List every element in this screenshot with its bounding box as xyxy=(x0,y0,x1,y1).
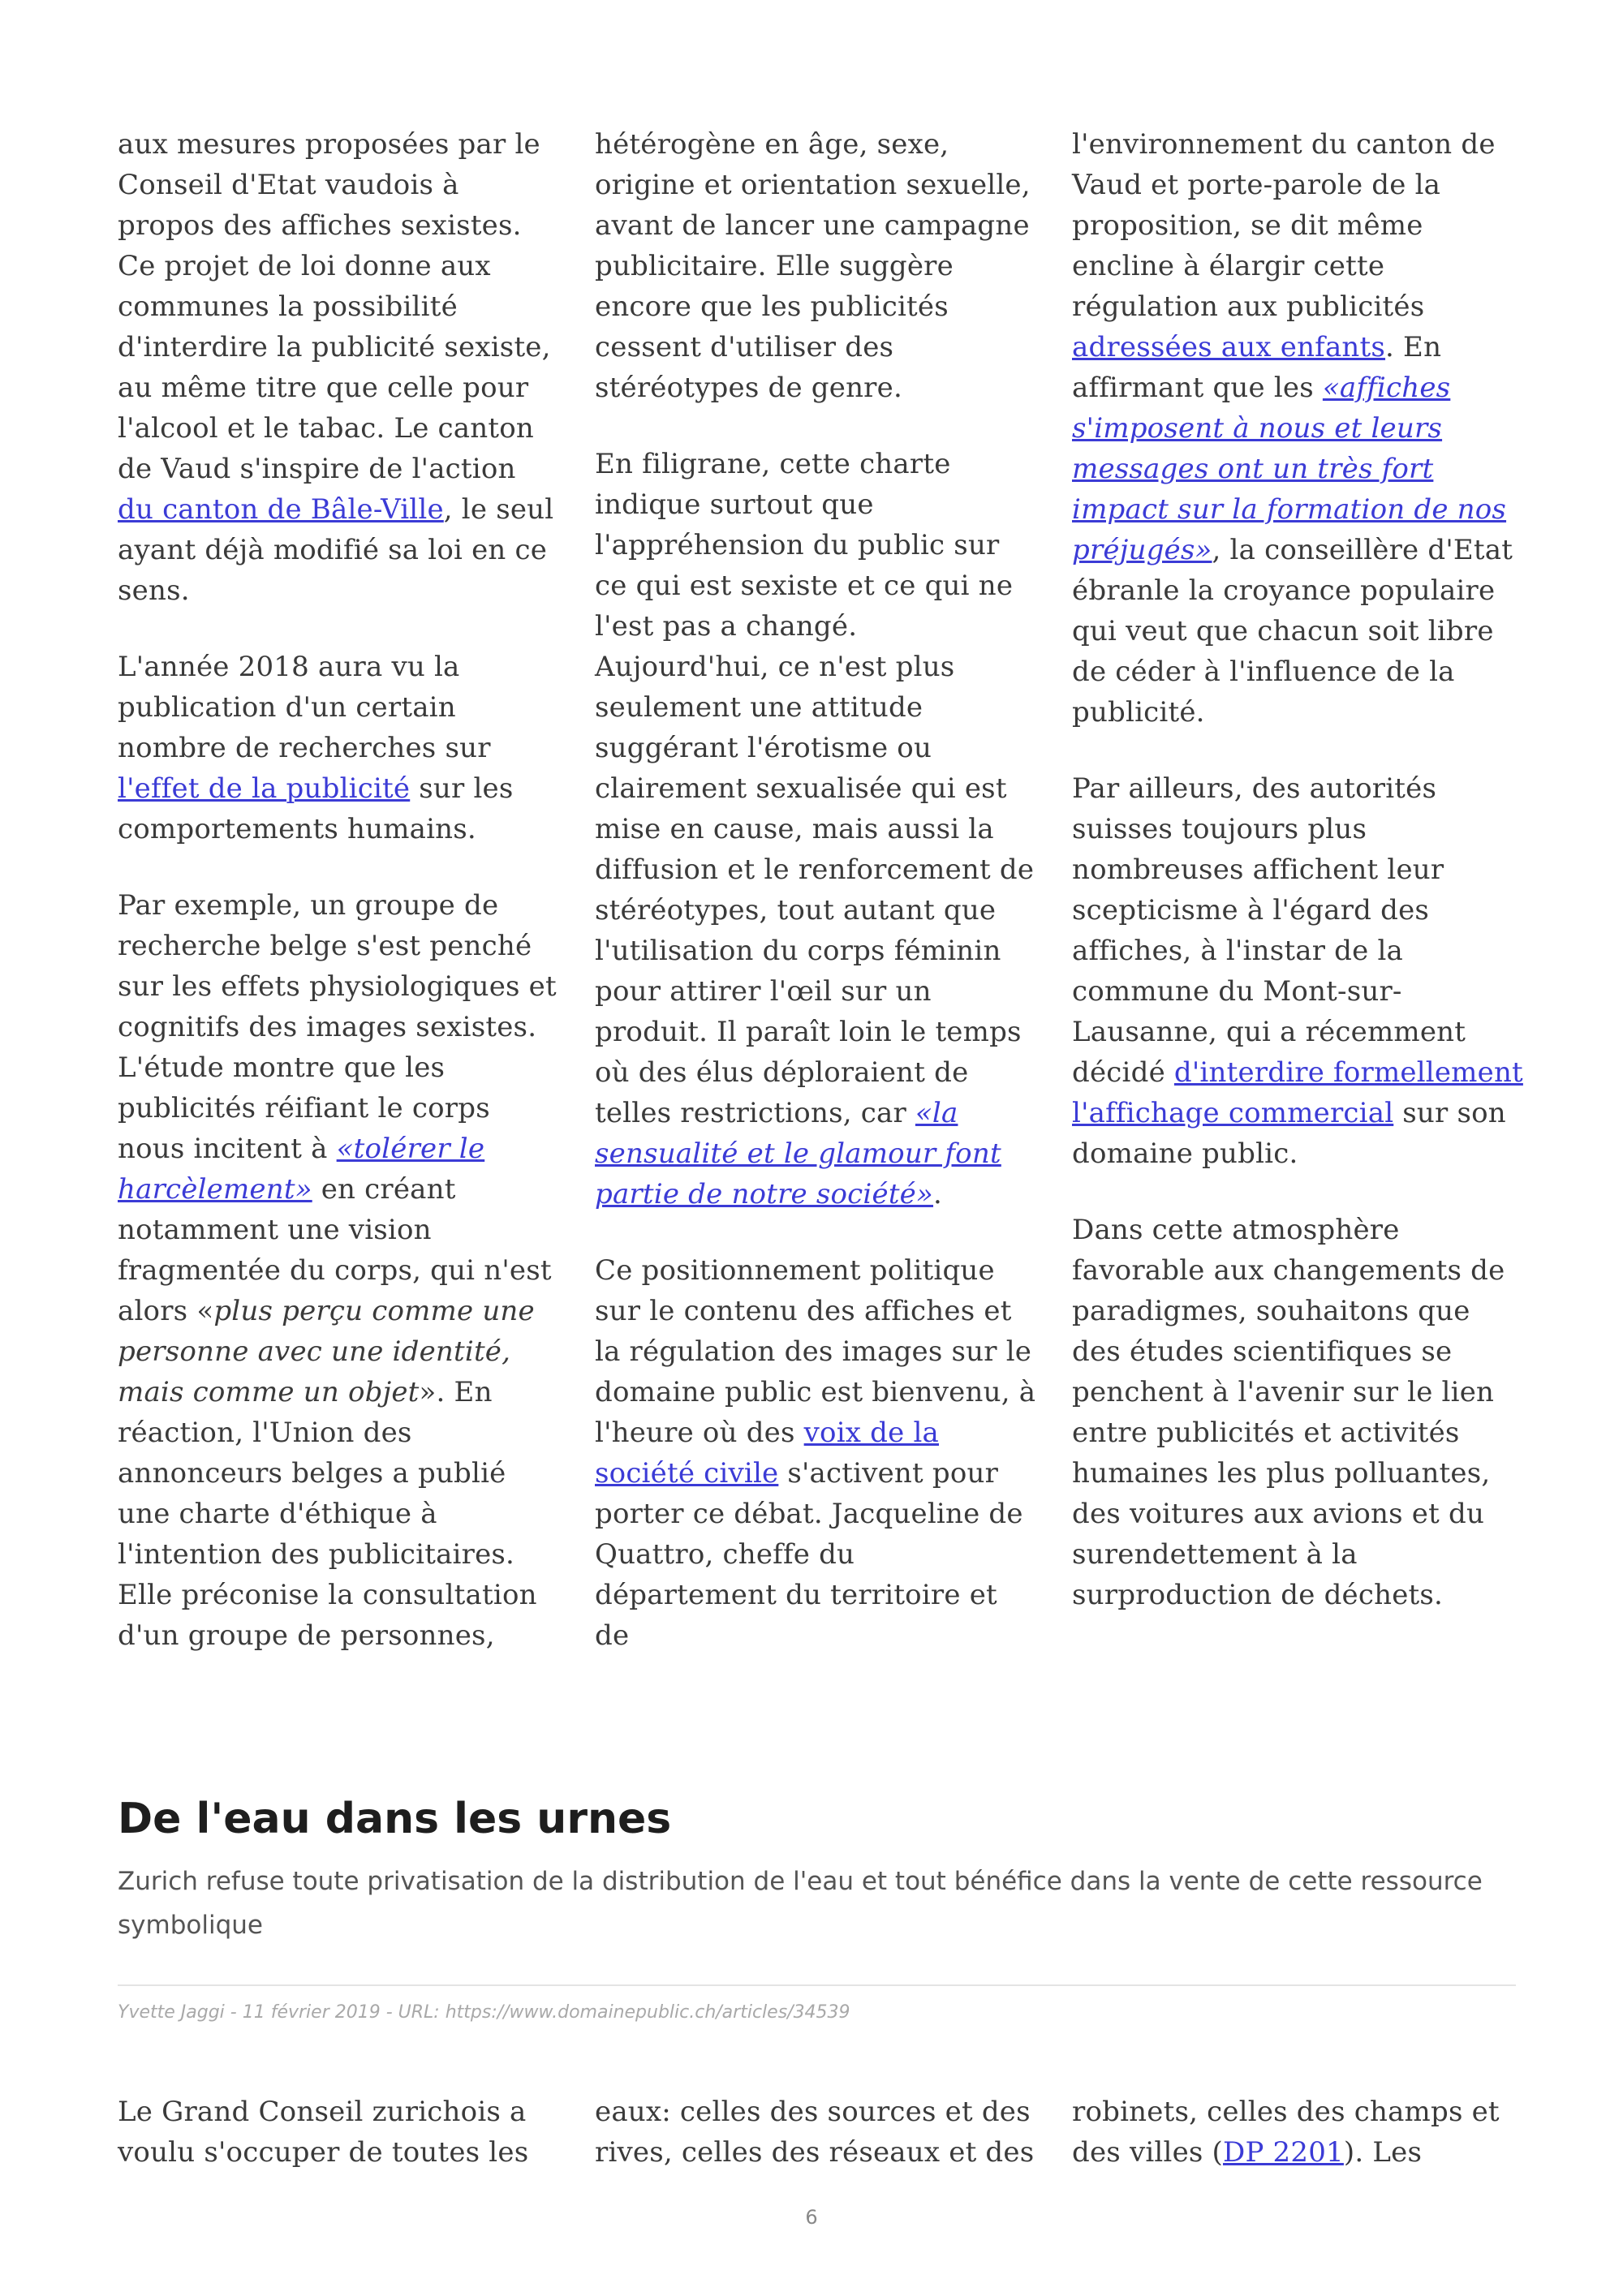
text-column-2 xyxy=(595,2092,1037,2173)
text-run: , le seul ayant déjà modifié sa loi en ce sens. xyxy=(118,493,554,607)
text-run: L'année 2018 aura vu la publication d'un certain nombre de recherches sur xyxy=(118,651,491,764)
quote-italic: plus perçu comme une personne avec une identité, mais comme un objet xyxy=(118,1295,535,1408)
text-run: en créant notamment une vision fragmentée du corps, qui n'est alors « xyxy=(118,1173,552,1327)
article-meta: Yvette Jaggi - 11 février 2019 - URL: https://www.domainepublic.ch/articles/34539 xyxy=(118,2002,850,2023)
link-interdire-affichage[interactable]: d'interdire formellement l'affichage commercial xyxy=(1072,1056,1523,1129)
paragraph: eaux: celles des sources et des rives, celles des réseaux et des xyxy=(595,2096,1035,2169)
text-run: , la conseillère d'Etat ébranle la croyance populaire qui veut que chacun soit libre de céder à l'influence de la publicité. xyxy=(1072,534,1513,729)
text-column-1 xyxy=(118,124,560,1656)
text-run: sur les comportements humains. xyxy=(118,772,514,845)
text-column-1 xyxy=(118,2092,560,2173)
link-tolerer-harcelement[interactable]: «tolérer le harcèlement» xyxy=(118,1133,485,1206)
text-column-2 xyxy=(595,124,1037,1656)
text-run: Ce positionnement politique sur le contenu des affiches et la régulation des images sur le domaine public est bienvenu, à l'heure où des xyxy=(595,1254,1036,1449)
paragraph: hétérogène en âge, sexe, origine et orientation sexuelle, avant de lancer une campagne publicitaire. Elle suggère encore que les publicités cessent d'utiliser des stéréotypes de genre. xyxy=(595,128,1031,404)
divider xyxy=(118,1984,1516,1986)
paragraph xyxy=(118,124,560,611)
text-run: ). Les xyxy=(1343,2136,1423,2169)
link-effet-publicite[interactable]: l'effet de la publicité xyxy=(118,772,411,805)
page-number: 6 xyxy=(805,2206,818,2229)
text-run: robinets, celles des champs et des villes ( xyxy=(1072,2096,1500,2169)
paragraph: Le Grand Conseil zurichois a voulu s'occuper de toutes les xyxy=(118,2096,529,2169)
text-run: . En affirmant que les xyxy=(1072,331,1442,404)
paragraph xyxy=(1072,2092,1526,2173)
link-sensualite-glamour[interactable]: «la sensualité et le glamour font partie de notre société» xyxy=(595,1097,1001,1210)
link-adressees-enfants[interactable]: adressées aux enfants xyxy=(1072,331,1386,363)
link-bale-ville[interactable]: du canton de Bâle-Ville xyxy=(118,493,444,526)
text-run: Par exemple, un groupe de recherche belge s'est penché sur les effets physiologiques et cognitifs des images sexistes. L'étude montre que les publicités réifiant le corps nous incitent à xyxy=(118,889,557,1165)
text-column-3 xyxy=(1072,124,1526,1615)
text-run: Par ailleurs, des autorités suisses toujours plus nombreuses affichent leur scepticisme à l'égard des affiches, à l'instar de la commune du Mont-sur-Lausanne, qui a récemment décidé xyxy=(1072,772,1466,1089)
text-run: ». En réaction, l'Union des annonceurs belges a publié une charte d'éthique à l'intention des publicitaires. Elle préconise la consultation d'un groupe de personnes, xyxy=(118,1376,537,1652)
text-run: sur son domaine public. xyxy=(1072,1097,1506,1170)
link-affiches-prejuges[interactable]: «affiches s'imposent à nous et leurs messages ont un très fort impact sur la formation de nos préjugés» xyxy=(1072,372,1507,566)
text-run: En filigrane, cette charte indique surtout que l'appréhension du public sur ce qui est sexiste et ce qui ne l'est pas a changé. Aujourd'hui, ce n'est plus seulement une attitude suggérant l'érotisme ou clairement sexualisée qui est mise en cause, mais aussi la diffusion et le renforcement de stéréotypes, tout autant que l'utilisation du corps féminin pour attirer l'œil sur un produit. Il paraît loin le temps où des élus déploraient de telles restrictions, car xyxy=(595,448,1035,1129)
text-column-3 xyxy=(1072,2092,1526,2173)
link-voix-societe-civile[interactable]: voix de la société civile xyxy=(595,1417,940,1490)
paragraph xyxy=(1072,768,1526,1174)
text-run: s'activent pour porter ce débat. Jacqueline de Quattro, cheffe du département du territoire et de xyxy=(595,1457,1023,1652)
paragraph xyxy=(118,647,560,849)
article-title: De l'eau dans les urnes xyxy=(118,1795,672,1843)
paragraph xyxy=(595,444,1037,1215)
text-run: aux mesures proposées par le Conseil d'Etat vaudois à propos des affiches sexistes. Ce projet de loi donne aux communes la possibilité d'interdire la publicité sexiste, au même titre que celle pour l'alcool et le tabac. Le canton de Vaud s'inspire de l'action xyxy=(118,128,551,485)
text-run: . xyxy=(933,1178,943,1210)
link-dp-2201[interactable]: DP 2201 xyxy=(1223,2136,1344,2169)
paragraph xyxy=(595,1250,1037,1656)
text-run: l'environnement du canton de Vaud et porte-parole de la proposition, se dit même encline à élargir cette régulation aux publicités xyxy=(1072,128,1496,323)
paragraph xyxy=(118,885,560,1656)
paragraph xyxy=(1072,124,1526,733)
paragraph: Dans cette atmosphère favorable aux changements de paradigmes, souhaitons que des études scientifiques se penchent à l'avenir sur le lien entre publicités et activités humaines les plus polluantes, des voitures aux avions et du surendettement à la surproduction de déchets. xyxy=(1072,1214,1505,1611)
article-subtitle: Zurich refuse toute privatisation de la distribution de l'eau et tout bénéfice dans la vente de cette ressource symbolique xyxy=(118,1867,1483,1940)
